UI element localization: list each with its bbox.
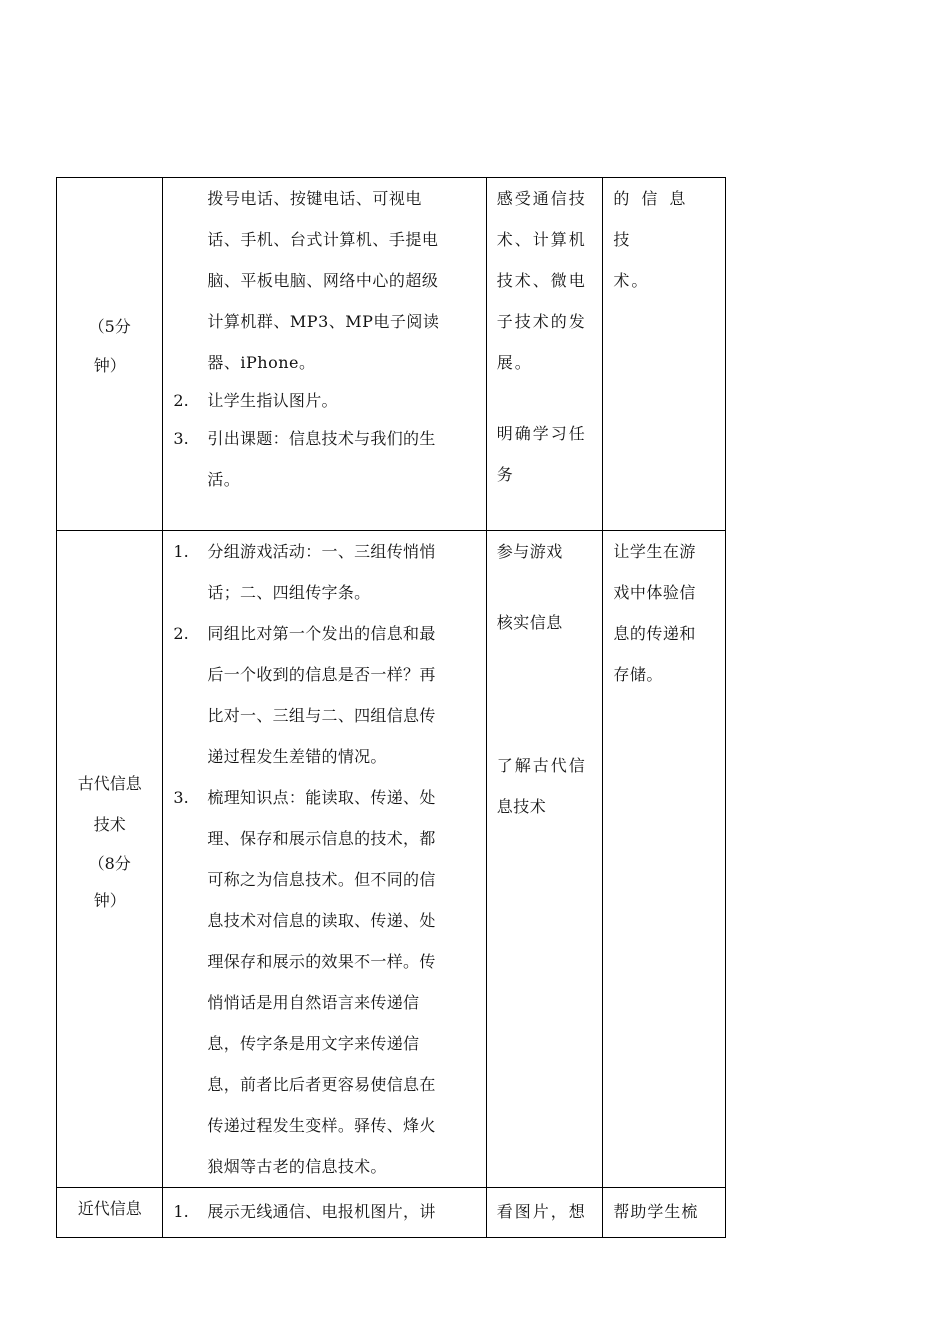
intent-line: 术。 <box>613 271 650 290</box>
content-line: 计算机群、MP3、MP电子阅读 <box>207 312 440 331</box>
item-text: 让学生指认图片。 <box>207 391 338 410</box>
item-number: 3. <box>173 429 189 448</box>
list-item <box>163 1191 485 1232</box>
stage-cell <box>57 531 163 1188</box>
item-text: 梳理知识点：能读取、传递、处 <box>207 788 436 807</box>
stage-line: 近代信息 <box>77 1199 142 1218</box>
item-text: 递过程发生差错的情况。 <box>207 747 387 766</box>
activity-line: 务 <box>496 465 515 484</box>
activity-line: 展。 <box>496 353 533 372</box>
content-cell <box>163 1188 486 1238</box>
student-activity-cell <box>486 178 603 531</box>
list-item <box>163 531 485 613</box>
item-text: 话；二、四组传字条。 <box>207 583 371 602</box>
item-text: 息，前者比后者更容易使信息在 <box>207 1075 436 1094</box>
table-row <box>57 1188 726 1238</box>
item-text: 可称之为信息技术。但不同的信 <box>207 870 436 889</box>
list-item <box>163 613 485 777</box>
item-text: 悄悄话是用自然语言来传递信 <box>207 993 420 1012</box>
activity-line: 技术、微电 <box>496 271 587 290</box>
list-item <box>163 777 485 1187</box>
content-cell <box>163 178 486 531</box>
stage-line: 钟） <box>93 891 126 910</box>
item-text: 引出课题：信息技术与我们的生 <box>207 429 436 448</box>
table-row <box>57 531 726 1188</box>
item-text: 比对一、三组与二、四组信息传 <box>207 706 436 725</box>
intent-line: 息的传递和 <box>613 624 696 643</box>
item-text: 息，传字条是用文字来传递信 <box>207 1034 420 1053</box>
item-text: 同组比对第一个发出的信息和最 <box>207 624 436 643</box>
item-text: 活。 <box>207 470 241 489</box>
activity-line: 看图片，想 <box>496 1202 587 1221</box>
lesson-plan-table <box>56 177 726 1238</box>
table-row <box>57 178 726 531</box>
activity-line: 参与游戏 <box>496 542 563 561</box>
item-text: 展示无线通信、电报机图片，讲 <box>207 1202 436 1221</box>
list-item <box>163 383 485 418</box>
item-number: 1. <box>173 542 189 561</box>
content-line: 脑、平板电脑、网络中心的超级 <box>207 271 439 290</box>
intent-line: 帮助学生梳 <box>613 1202 699 1221</box>
intent-line: 的信息技 <box>613 189 698 249</box>
item-text: 传递过程发生变样。驿传、烽火 <box>207 1116 436 1135</box>
item-number: 2. <box>173 624 189 643</box>
activity-line: 术、计算机 <box>496 230 587 249</box>
item-number: 2. <box>173 391 189 410</box>
stage-line: （8分 <box>88 854 131 873</box>
item-text: 理保存和展示的效果不一样。传 <box>207 952 436 971</box>
item-text: 息技术对信息的读取、传递、处 <box>207 911 436 930</box>
activity-line: 息技术 <box>496 797 547 816</box>
content-line: 话、手机、台式计算机、手提电 <box>207 230 439 249</box>
design-intent-cell <box>603 1188 726 1238</box>
design-intent-cell <box>603 531 726 1188</box>
content-line: 拨号电话、按键电话、可视电 <box>207 189 422 208</box>
activity-line: 了解古代信 <box>496 756 587 775</box>
item-text: 狼烟等古老的信息技术。 <box>207 1157 387 1176</box>
intent-line: 戏中体验信 <box>613 583 696 602</box>
stage-line: 钟） <box>93 356 126 375</box>
content-line: 器、iPhone。 <box>207 353 316 372</box>
list-item <box>163 418 485 500</box>
item-number: 3. <box>173 788 189 807</box>
design-intent-cell <box>603 178 726 531</box>
stage-line: 技术 <box>93 815 126 834</box>
stage-cell <box>57 178 163 531</box>
activity-line: 明确学习任 <box>496 424 587 443</box>
stage-cell <box>57 1188 163 1238</box>
content-cell <box>163 531 486 1188</box>
stage-line: 古代信息 <box>77 774 142 793</box>
student-activity-cell <box>486 1188 603 1238</box>
stage-line: （5分 <box>88 317 131 336</box>
item-number: 1. <box>173 1202 189 1221</box>
activity-line: 核实信息 <box>496 613 563 632</box>
item-text: 分组游戏活动：一、三组传悄悄 <box>207 542 436 561</box>
item-text: 后一个收到的信息是否一样？再 <box>207 665 436 684</box>
activity-line: 子技术的发 <box>496 312 587 331</box>
intent-line: 存储。 <box>613 665 663 684</box>
item-text: 理、保存和展示信息的技术，都 <box>207 829 436 848</box>
student-activity-cell <box>486 531 603 1188</box>
activity-line: 感受通信技 <box>496 189 587 208</box>
intent-line: 让学生在游 <box>613 542 696 561</box>
